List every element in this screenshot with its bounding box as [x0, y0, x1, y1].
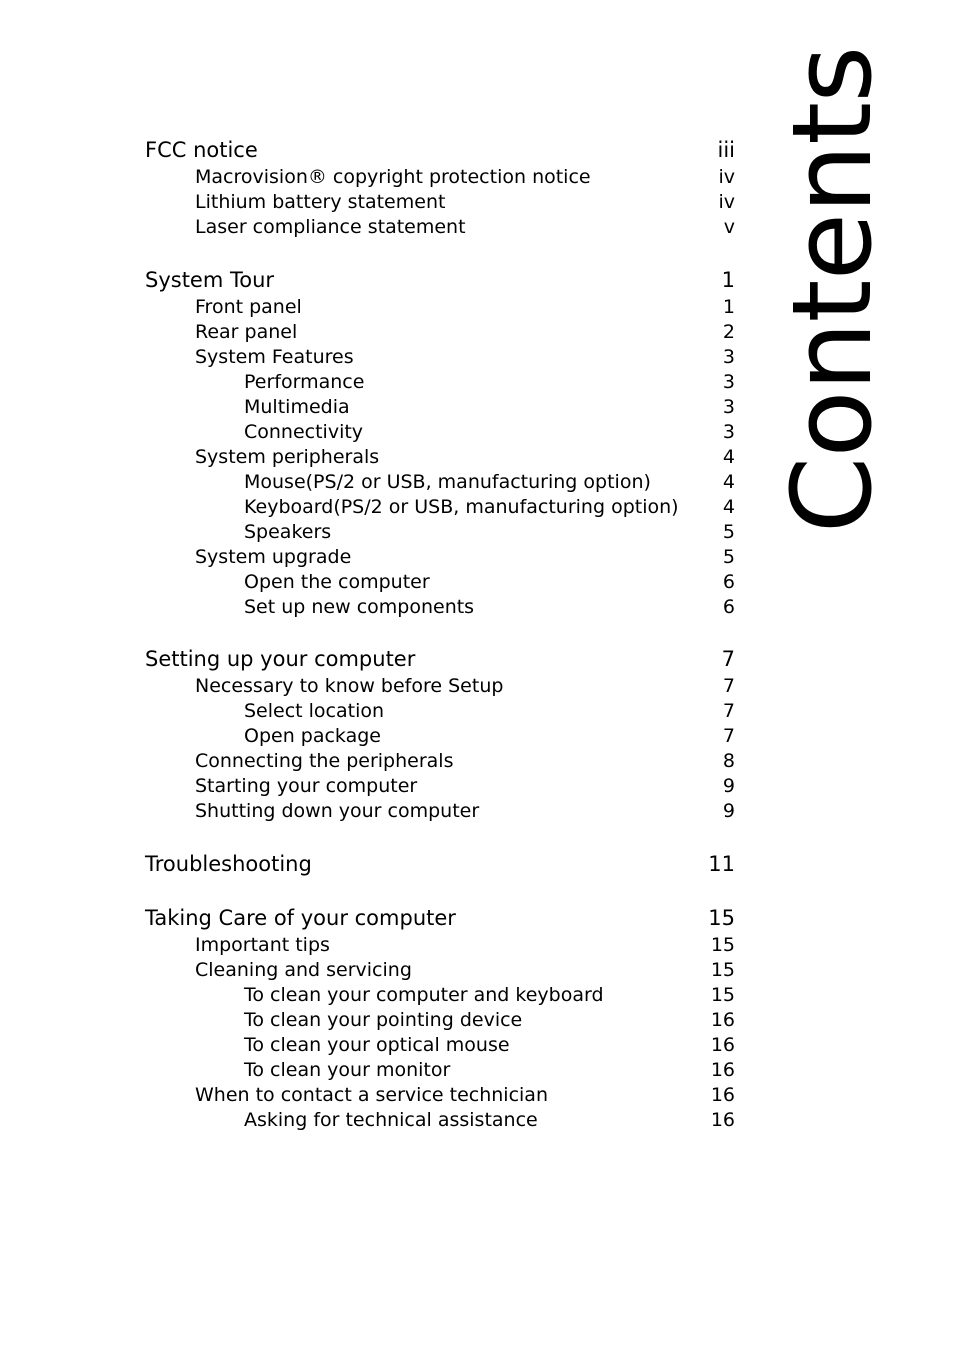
toc-entry-page: 5 [722, 521, 735, 543]
toc-entry-page: 15 [708, 906, 735, 930]
toc-entry-label: Select location [244, 700, 385, 722]
toc-entry-page: 3 [722, 421, 735, 443]
toc-entry-label: Mouse(PS/2 or USB, manufacturing option) [244, 471, 651, 493]
toc-entry-label: System Tour [145, 268, 275, 292]
toc-entry-label: To clean your pointing device [244, 1009, 523, 1031]
toc-entry-label: To clean your computer and keyboard [244, 984, 604, 1006]
toc-entry-label: Keyboard(PS/2 or USB, manufacturing option) [244, 496, 679, 518]
toc-entry-page: iv [718, 191, 735, 213]
toc-entry-page: 16 [710, 1109, 735, 1131]
toc-entry-page: 15 [710, 959, 735, 981]
toc-entry-page: 7 [722, 700, 735, 722]
toc-entry-page: 2 [722, 321, 735, 343]
toc-entry-label: FCC notice [145, 138, 258, 162]
toc-entry-page: 3 [722, 371, 735, 393]
toc-entry-page: 4 [722, 471, 735, 493]
toc-entry-label: Performance [244, 371, 365, 393]
toc-entry-label: Taking Care of your computer [145, 906, 456, 930]
toc-entry-label: System Features [195, 346, 354, 368]
toc-entry-label: Front panel [195, 296, 302, 318]
toc-entry-label: Macrovision® copyright protection notice [195, 166, 591, 188]
toc-entry-page: 16 [710, 1034, 735, 1056]
toc-entry-label: Open the computer [244, 571, 430, 593]
toc-entry-page: 7 [722, 725, 735, 747]
toc-entry-label: Shutting down your computer [195, 800, 480, 822]
toc-entry-page: 6 [722, 571, 735, 593]
toc-entry-label: Connectivity [244, 421, 364, 443]
toc-entry-label: Troubleshooting [145, 852, 312, 876]
toc-entry-page: 11 [708, 852, 735, 876]
toc-entry-label: Asking for technical assistance [244, 1109, 538, 1131]
toc-entry-label: System peripherals [195, 446, 380, 468]
toc-entry-page: 9 [722, 800, 735, 822]
toc-entry-page: 7 [721, 647, 735, 671]
toc-entry-label: Necessary to know before Setup [195, 675, 504, 697]
toc-entry-label: Open package [244, 725, 381, 747]
contents-side-title-text: Contents [768, 46, 896, 534]
toc-entry-page: 9 [722, 775, 735, 797]
toc-entry-page: 4 [722, 496, 735, 518]
toc-entry-page: 1 [722, 296, 735, 318]
toc-entry-label: Setting up your computer [145, 647, 416, 671]
toc-entry-page: 3 [722, 346, 735, 368]
toc-entry-page: iv [718, 166, 735, 188]
toc-entry-label: Rear panel [195, 321, 298, 343]
toc-entry-label: Cleaning and servicing [195, 959, 412, 981]
toc-entry-page: 15 [710, 934, 735, 956]
toc-entry-label: When to contact a service technician [195, 1084, 548, 1106]
toc-entry-label: System upgrade [195, 546, 352, 568]
toc-entry-label: Speakers [244, 521, 332, 543]
toc-entry-page: 16 [710, 1084, 735, 1106]
toc-entry-page: 5 [722, 546, 735, 568]
toc-entry-label: Laser compliance statement [195, 216, 466, 238]
toc-entry-page: v [723, 216, 735, 238]
toc-entry-page: 15 [710, 984, 735, 1006]
toc-entry-page: 16 [710, 1059, 735, 1081]
toc-entry-page: 16 [710, 1009, 735, 1031]
toc-entry-label: Connecting the peripherals [195, 750, 454, 772]
toc-entry-page: 8 [722, 750, 735, 772]
toc-entry-page: 7 [722, 675, 735, 697]
toc-entry-page: iii [717, 138, 735, 162]
toc-entry-label: Set up new components [244, 596, 475, 618]
toc-entry-label: Starting your computer [195, 775, 418, 797]
toc-entry-page: 4 [722, 446, 735, 468]
toc-entry-label: Lithium battery statement [195, 191, 446, 213]
toc-entry-page: 3 [722, 396, 735, 418]
toc-entry-label: Multimedia [244, 396, 350, 418]
contents-side-title [768, 46, 896, 534]
toc-entry-label: To clean your monitor [244, 1059, 451, 1081]
toc-entry-label: Important tips [195, 934, 330, 956]
toc-entry-label: To clean your optical mouse [244, 1034, 510, 1056]
toc-entry-page: 1 [721, 268, 735, 292]
toc-entry-page: 6 [722, 596, 735, 618]
